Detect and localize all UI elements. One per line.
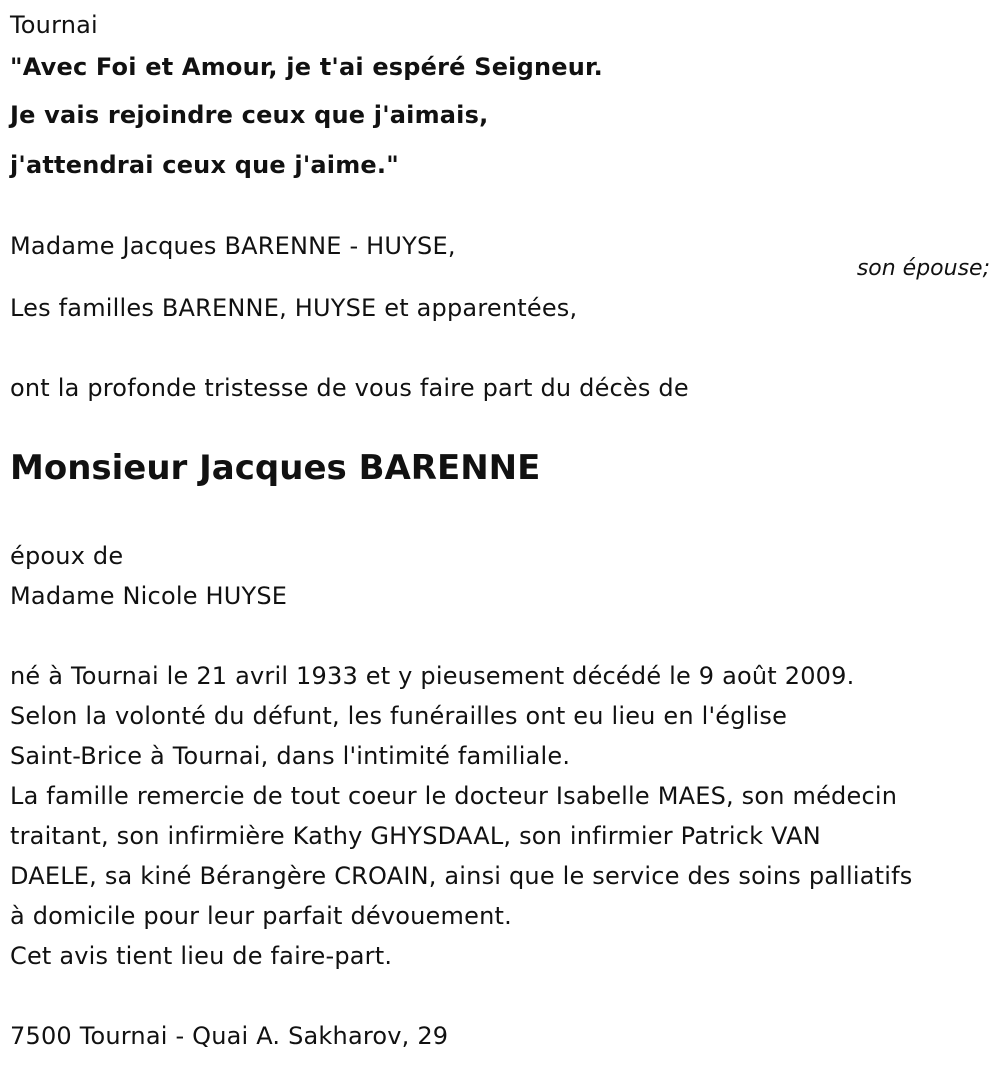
body-line-4: La famille remercie de tout coeur le docteur Isabelle MAES, son médecin	[10, 782, 898, 810]
spouse-role: son épouse;	[856, 256, 990, 281]
body-line-2: Selon la volonté du défunt, les funérailles ont eu lieu en l'église	[10, 702, 788, 730]
body-line-3: Saint-Brice à Tournai, dans l'intimité familiale.	[10, 742, 571, 770]
quote-line-2: Je vais rejoindre ceux que j'aimais,	[10, 101, 489, 129]
quote-line-1: "Avec Foi et Amour, je t'ai espéré Seigneur.	[10, 53, 603, 81]
quote-line-3: j'attendrai ceux que j'aime."	[10, 151, 399, 179]
address-line: 7500 Tournai - Quai A. Sakharov, 29	[10, 1022, 449, 1050]
body-line-5: traitant, son infirmière Kathy GHYSDAAL, son infirmier Patrick VAN	[10, 822, 821, 850]
body-line-8: Cet avis tient lieu de faire-part.	[10, 942, 393, 970]
deceased-name: Monsieur Jacques BARENNE	[10, 448, 541, 488]
body-line-7: à domicile pour leur parfait dévouement.	[10, 902, 512, 930]
place-heading: Tournai	[10, 11, 98, 39]
body-line-1: né à Tournai le 21 avril 1933 et y pieusement décédé le 9 août 2009.	[10, 662, 855, 690]
body-line-6: DAELE, sa kiné Bérangère CROAIN, ainsi que le service des soins palliatifs	[10, 862, 913, 890]
spouse-label: époux de	[10, 542, 124, 570]
spouse-line: Madame Jacques BARENNE - HUYSE,	[10, 232, 456, 260]
announcement-line: ont la profonde tristesse de vous faire part du décès de	[10, 374, 689, 402]
families-line: Les familles BARENNE, HUYSE et apparentées,	[10, 294, 578, 322]
spouse-name: Madame Nicole HUYSE	[10, 582, 288, 610]
